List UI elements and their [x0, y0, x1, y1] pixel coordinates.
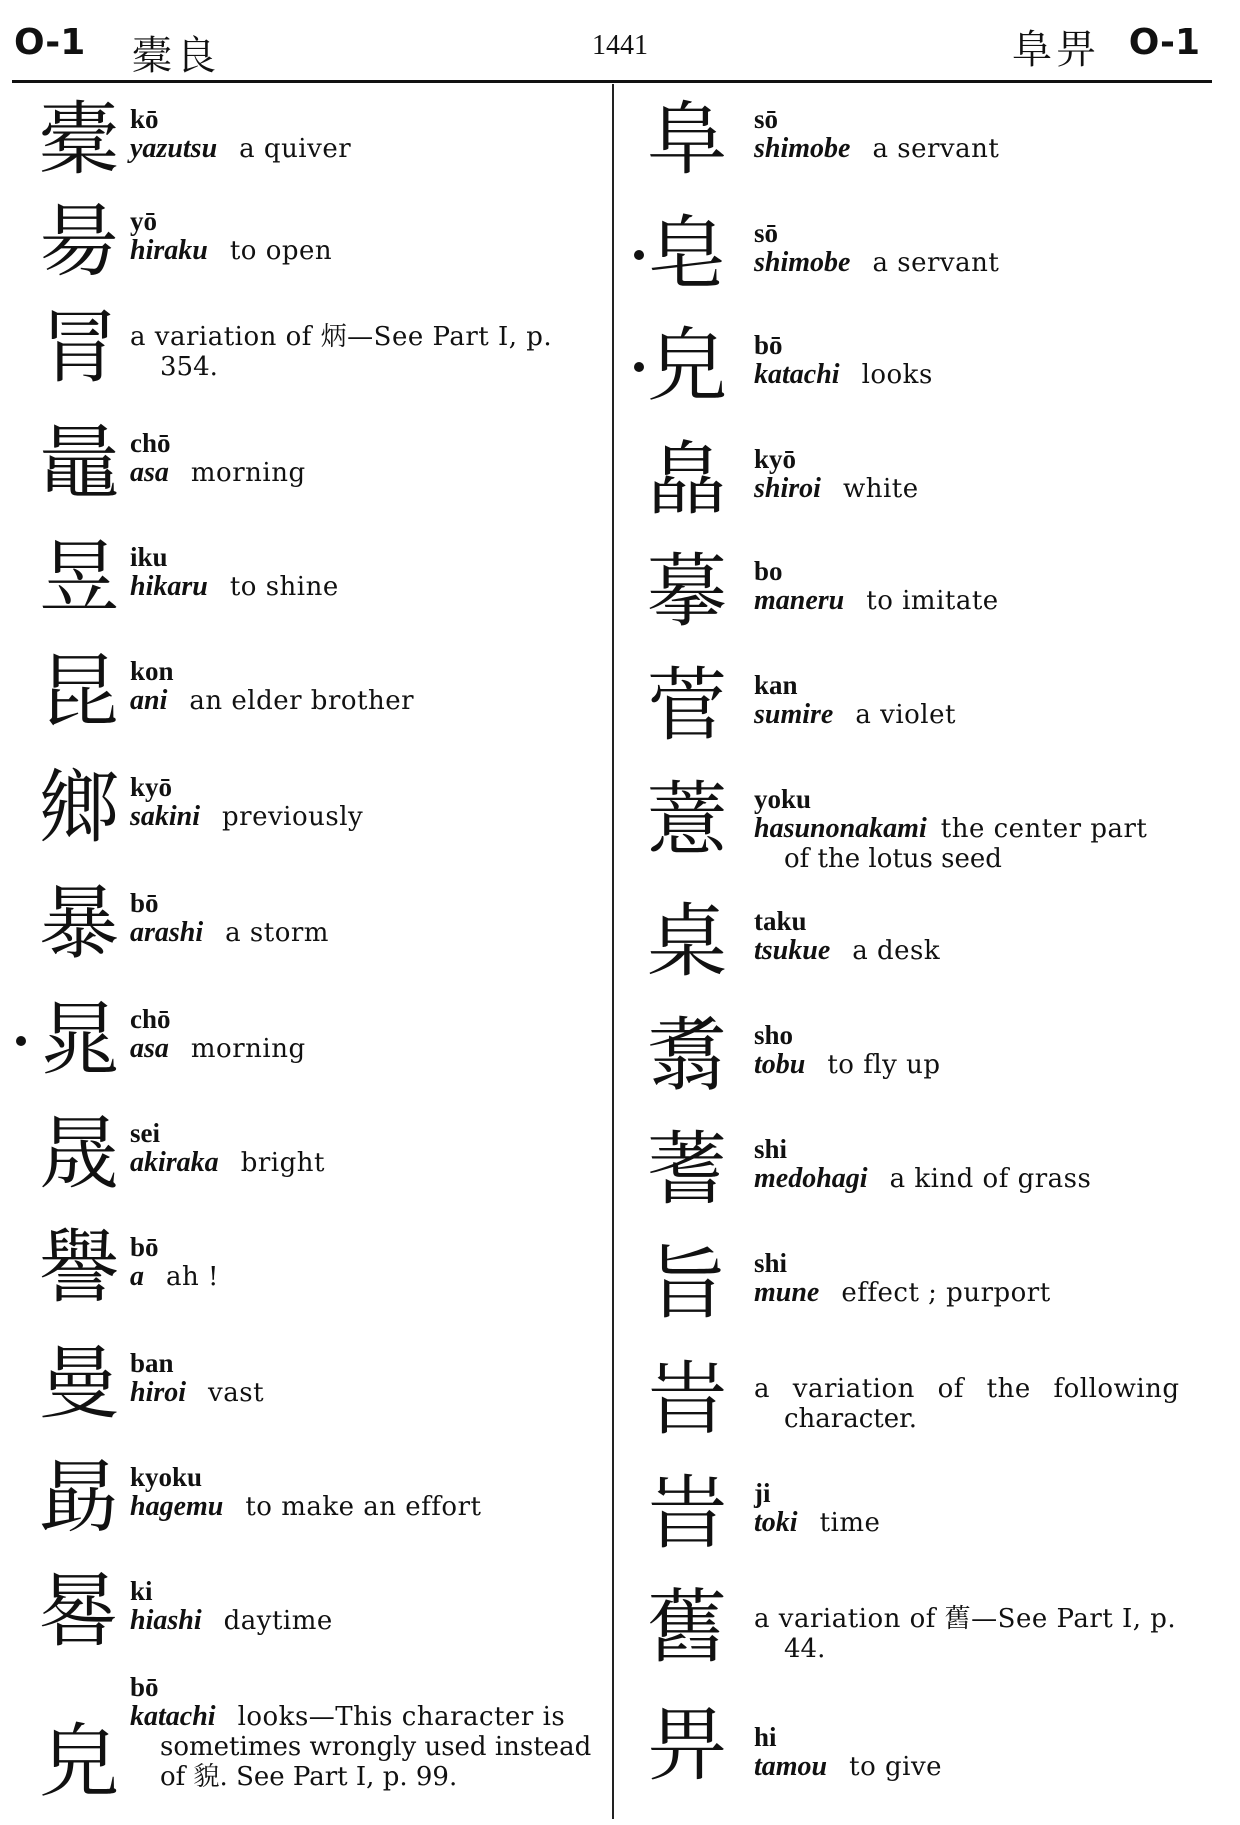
dictionary-entry	[0, 1218, 600, 1330]
dictionary-entry	[620, 542, 1220, 654]
entry-reading: shi	[754, 1248, 788, 1278]
dictionary-entry	[0, 642, 600, 754]
entry-note: a variation of 舊—See Part I, p.	[754, 1604, 1177, 1634]
entry-word: katachi	[754, 359, 840, 390]
entry-kanji: 摹	[647, 545, 727, 638]
entry-word: shiroi	[754, 473, 821, 504]
dictionary-entry	[620, 90, 1220, 202]
entry-meaning: an elder brother	[189, 686, 415, 716]
entry-word: tamou	[754, 1751, 828, 1782]
entry-word: maneru	[754, 585, 845, 616]
entry-reading: taku	[754, 906, 807, 936]
entry-word: hasunonakami	[754, 813, 927, 844]
entry-kanji: 舊	[647, 1581, 727, 1674]
page-header	[0, 0, 1240, 80]
entry-meaning: to make an effort	[245, 1492, 482, 1522]
entry-kanji: 橐	[39, 93, 119, 186]
section-code-left: O-1	[14, 22, 86, 63]
dictionary-entry	[620, 892, 1220, 1004]
entry-word: yazutsu	[130, 133, 218, 164]
entry-note: a variation of the following	[754, 1374, 1180, 1404]
entry-word: hiraku	[130, 235, 208, 266]
entry-kanji: 旨	[647, 1237, 727, 1330]
entry-meaning: to shine	[229, 572, 339, 602]
entry-word: shimobe	[754, 133, 851, 164]
entry-word: tobu	[754, 1049, 806, 1080]
entry-word: a	[130, 1261, 144, 1292]
entry-meaning: to imitate	[866, 586, 999, 616]
dictionary-entry	[0, 990, 600, 1102]
entry-reading: kō	[130, 104, 159, 134]
entry-kanji: 晟	[39, 1107, 119, 1200]
entry-reading: sei	[130, 1118, 160, 1148]
entry-kanji: 翥	[647, 1009, 727, 1102]
entry-meaning: looks	[861, 360, 933, 390]
entry-meaning: time	[819, 1508, 881, 1538]
entry-kanji: 皃	[647, 319, 727, 412]
entry-note: a variation of 炳—See Part I, p.	[130, 322, 553, 352]
entry-word: hikaru	[130, 571, 208, 602]
dictionary-entry	[0, 758, 600, 870]
entry-reading: ki	[130, 1576, 153, 1606]
entry-reading: kan	[754, 670, 798, 700]
dictionary-entry	[0, 414, 600, 526]
entry-kanji: 旹	[647, 1353, 727, 1446]
entry-reading: chō	[130, 428, 171, 458]
entry-reading: iku	[130, 542, 168, 572]
entry-meaning: to open	[229, 236, 333, 266]
entry-meaning: to give	[849, 1752, 943, 1782]
entry-kanji: 昜	[39, 195, 119, 288]
entry-word: hiashi	[130, 1605, 202, 1636]
entry-note-continued: 44.	[784, 1634, 826, 1664]
entry-note-continued: sometimes wrongly used instead	[160, 1732, 592, 1762]
entry-note-continued: of the lotus seed	[784, 844, 1002, 874]
entry-word: asa	[130, 1033, 169, 1064]
dictionary-entry	[0, 874, 600, 986]
entry-reading: bō	[130, 1672, 159, 1702]
entry-word: arashi	[130, 917, 204, 948]
entry-meaning: a quiver	[239, 134, 352, 164]
dictionary-entry	[620, 1006, 1220, 1118]
entry-reading: kyō	[130, 772, 173, 802]
entry-reading: bo	[754, 556, 783, 586]
dictionary-entry	[620, 1696, 1220, 1808]
guide-characters-right: 阜畀	[1012, 27, 1100, 73]
entry-reading: kyoku	[130, 1462, 203, 1492]
entry-meaning: a violet	[855, 700, 956, 730]
entry-reading: kon	[130, 656, 174, 686]
entry-note-continued: of 貌. See Part I, p. 99.	[160, 1762, 458, 1792]
entry-meaning: effect ; purport	[841, 1278, 1051, 1308]
entry-kanji: 勗	[39, 1451, 119, 1544]
entry-meaning: to fly up	[827, 1050, 941, 1080]
entry-reading: ji	[754, 1478, 771, 1508]
dictionary-entry	[620, 1120, 1220, 1232]
entry-meaning: a kind of grass	[889, 1164, 1092, 1194]
entry-reading: yoku	[754, 784, 812, 814]
dictionary-entry	[620, 430, 1220, 542]
entry-word: asa	[130, 457, 169, 488]
entry-reading: chō	[130, 1004, 171, 1034]
entry-meaning: bright	[240, 1148, 325, 1178]
header-rule	[12, 80, 1212, 83]
entry-kanji: 晁	[39, 993, 119, 1086]
entry-kanji: 蓍	[647, 1123, 727, 1216]
entry-reading: bō	[130, 888, 159, 918]
dictionary-entry	[0, 192, 600, 304]
entry-meaning: a servant	[872, 248, 1000, 278]
dictionary-entry	[0, 1448, 600, 1560]
page-number: 1441	[592, 30, 648, 61]
entry-word: sakini	[130, 801, 201, 832]
entry-kanji: 桌	[647, 895, 727, 988]
entry-kanji: 鼂	[39, 417, 119, 510]
entry-kanji: 薏	[647, 773, 727, 866]
dictionary-entry	[620, 770, 1220, 890]
entry-note-continued: character.	[784, 1404, 917, 1434]
entry-meaning: previously	[222, 802, 364, 832]
entry-reading: sō	[754, 218, 779, 248]
entry-word: sumire	[754, 699, 834, 730]
entry-meaning: morning	[190, 1034, 306, 1064]
dictionary-entry	[620, 1578, 1220, 1690]
guide-characters-left: 橐良	[132, 33, 220, 79]
entry-kanji: 冐	[39, 301, 119, 394]
dictionary-entry	[620, 316, 1220, 428]
entry-meaning: a desk	[852, 936, 941, 966]
entry-word: hagemu	[130, 1491, 224, 1522]
entry-meaning: daytime	[223, 1606, 333, 1636]
entry-note-continued: 354.	[160, 352, 218, 382]
entry-meaning: a storm	[225, 918, 329, 948]
dictionary-entry	[620, 1350, 1220, 1462]
entry-reading: sō	[754, 104, 779, 134]
entry-word: mune	[754, 1277, 820, 1308]
entry-kanji: 譽	[39, 1221, 119, 1314]
dictionary-entry	[620, 656, 1220, 768]
entry-kanji: 旹	[647, 1467, 727, 1560]
entry-meaning: vast	[208, 1378, 265, 1408]
dictionary-entry	[0, 1672, 600, 1816]
dictionary-entry	[0, 1334, 600, 1446]
left-column	[0, 84, 600, 1824]
entry-word: hiroi	[130, 1377, 187, 1408]
entry-kanji: 皛	[647, 433, 727, 526]
entry-word: ani	[130, 685, 168, 716]
entry-kanji: 阜	[647, 93, 727, 186]
entry-kanji: 曼	[39, 1337, 119, 1430]
entry-reading: yō	[130, 206, 157, 236]
dictionary-entry	[620, 1464, 1220, 1576]
column-divider	[612, 84, 614, 1819]
section-code-right: O-1	[1128, 22, 1200, 63]
entry-meaning: the center part	[940, 814, 1148, 844]
dictionary-entry	[0, 298, 600, 410]
entry-reading: bō	[130, 1232, 159, 1262]
dictionary-entry	[0, 1104, 600, 1216]
entry-reading: shi	[754, 1134, 788, 1164]
right-column	[620, 84, 1220, 1824]
entry-meaning: morning	[190, 458, 306, 488]
entry-reading: sho	[754, 1020, 794, 1050]
entry-kanji: 昱	[39, 531, 119, 624]
entry-kanji: 皃	[39, 1715, 119, 1808]
entry-kanji: 昆	[39, 645, 119, 738]
entry-kanji: 皂	[647, 207, 727, 300]
entry-word: akiraka	[130, 1147, 219, 1178]
entry-word: toki	[754, 1507, 798, 1538]
entry-meaning: ah !	[166, 1262, 219, 1292]
entry-reading: bō	[754, 330, 783, 360]
dictionary-entry	[0, 528, 600, 640]
entry-word: shimobe	[754, 247, 851, 278]
bullet-marker	[16, 1036, 26, 1046]
entry-kanji: 鄉	[39, 761, 119, 854]
entry-meaning: white	[842, 474, 919, 504]
entry-meaning: looks—This character is	[237, 1702, 566, 1732]
dictionary-entry	[0, 90, 600, 202]
entry-kanji: 菅	[647, 659, 727, 752]
dictionary-entry	[620, 204, 1220, 316]
entry-reading: hi	[754, 1722, 777, 1752]
entry-word: katachi	[130, 1701, 216, 1732]
entry-reading: ban	[130, 1348, 174, 1378]
entry-kanji: 晷	[39, 1565, 119, 1658]
entry-kanji: 畀	[647, 1699, 727, 1792]
entry-reading: kyō	[754, 444, 797, 474]
entry-word: tsukue	[754, 935, 831, 966]
entry-word: medohagi	[754, 1163, 868, 1194]
dictionary-entry	[620, 1234, 1220, 1346]
dictionary-entry	[0, 1562, 600, 1674]
entry-kanji: 暴	[39, 877, 119, 970]
entry-meaning: a servant	[872, 134, 1000, 164]
